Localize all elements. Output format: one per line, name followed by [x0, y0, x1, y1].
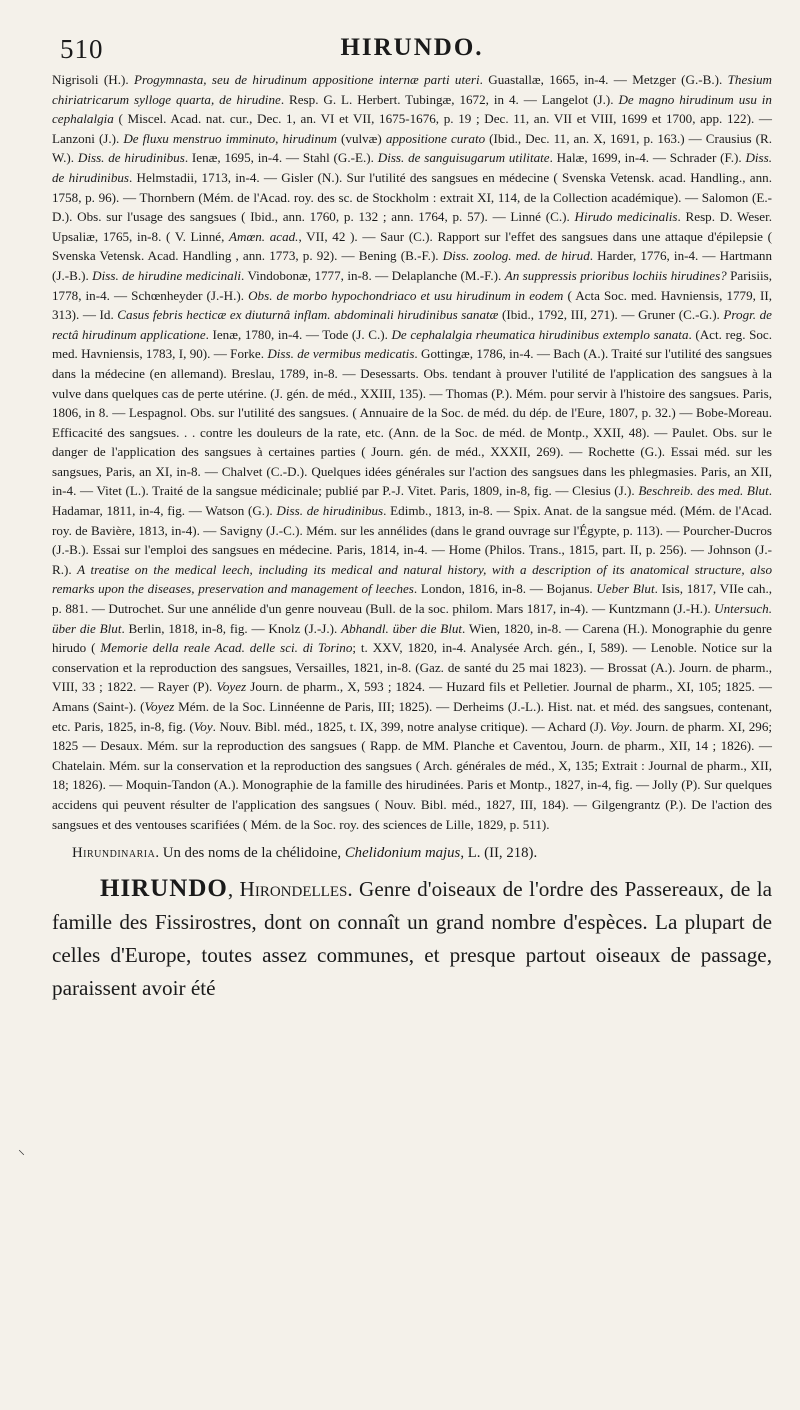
- citation-title: Amœn. acad.: [229, 228, 299, 244]
- citation-text: . Halæ, 1699, in-4. — Schrader (F.).: [549, 150, 746, 166]
- citation-text: . Isis, 1817, VIIe cah., p. 881. — Dutrochet. Sur une annélide d'un genre nouveau (Bull. de la soc. philom. Mars 1817, in-4). — Kuntzmann (J.-H.).: [52, 581, 773, 617]
- citation-text: ,: [275, 130, 283, 146]
- citation-text: . Hadamar, 1811, in-4, fig. — Watson (G.).: [52, 483, 773, 519]
- citation-title: Progymnasta, seu de hirudinum appositione internæ parti uteri: [133, 72, 480, 87]
- citation-text: , VII, 42 ). — Saur (C.). Rapport sur l'effet des sangsues dans une attaque d'épilepsie ( Svenska Vetensk. Acad. Handling , ann. 1773, p. 92). — Bening (B.-F.).: [52, 228, 773, 264]
- citation-text: . Journ. de pharm. XI, 296; 1825 — Desaux. Mém. sur la reproduction des sangsues ( Rapp. de MM. Planche et Caventou, Journ. de pharm., XII, 14 ; 1826). — Chatelain. Mém. sur la conservation et la reproduction des sangsues ( Arch. générales de méd., X, 135; Extrait : Journal de pharm., XII, 18; 1826). — Moquin-Tandon (A.). Monographie de la famille des hirudinées. Paris et Montp., 1827, in-4, fig. — Jolly (P). Sur quelques accidens qui peuvent résulter de l'application des sangsues ( Nouv. Bibl. méd., 1827, III, 184). — Gilgengrantz (P.). De l'action des sangsues et des ventouses scarifiées ( Mém. de la Soc. roy. des sciences de Lille, 1829, p. 511).: [52, 718, 773, 832]
- article-body-text: . Genre d'oiseaux de l'ordre des Passereaux, de la famille des Fissirostres, dont on connaît un grand nombre d'espèces. La plupart de celles d'Europe, toutes assez communes, et presque partout oiseaux de passage, paraissent avoir été: [52, 877, 772, 1001]
- entry-headword: Hirundinaria: [72, 845, 156, 862]
- citation-title: Diss. de hirudinibus: [77, 150, 185, 166]
- citation-text: Parisiis, 1778, in-4. — Schœnheyder (J.-H.).: [52, 267, 772, 303]
- citation-title: Diss. de sanguisugarum utilitate: [377, 150, 550, 166]
- citation-title: Voyez: [216, 679, 247, 695]
- citation-text: . Harder, 1776, in-4. — Hartmann (J.-B.).: [52, 248, 772, 283]
- citation-text: Mém. de la Soc. Linnéenne de Paris, III; 1825). — Derheims (J.-L.). Hist. nat. et méd. des sangsues, contenant, etc. Paris, 1825, in-8, fig. (: [52, 699, 772, 734]
- citation-title: Voy: [610, 718, 630, 734]
- citation-title: Progr. de rectâ hirudinum applicatione: [52, 307, 772, 342]
- citation-text: . Gottingæ, 1786, in-4. — Bach (A.). Traité sur l'utilité des sangsues dans la médecine (en allemand). Breslau, 1789, in-8. — Desessarts. Obs. tendant à prouver l'utilité de l'application des sangsues à la vulve dans quelques cas de perte utérine. (J. gén. de méd., XXIII, 135). — Thomas (P.). Mém. pour servir à l'histoire des sangsues. Paris, 1806, in 8. — Lespagnol. Obs. sur l'utilité des sangsues. ( Annuaire de la Soc. de méd. du dép. de l'Eure, 1807, p. 32.) — Bobe-Moreau. Efficacité des sangsues. . . contre les douleurs de la rate, etc. (Ann. de la Soc. de méd. de Montp., XXII, 48). — Paulet. Obs. sur le danger de l'application des sangsues à certaines parties ( Journ. gén. de méd., XXXII, 269). — Rochette (G.). Essai méd. sur les sangsues, Paris, an XI, in-8. — Chalvet (C.-D.). Quelques idées générales sur l'action des sangsues dans les phlegmasies. Paris, an XII, in-4. — Vitet (L.). Traité de la sangsue médicinale; publié par P.-J. Vitet. Paris, 1809, in-8, fig. — Clesius (J.).: [52, 346, 772, 499]
- main-article-hirundo: [52, 872, 772, 1005]
- margin-mark: ⸜: [18, 1143, 25, 1158]
- citation-text: . Edimb., 1813, in-8. — Spix. Anat. de la sangsue méd. (Mém. de l'Acad. roy. de Bavière, 1813, in-4). — Savigny (J.-C.). Mém. sur les annélides (dans le grand ouvrage sur l'Égypte, p. 113). — Pourcher-Ducros (J.-B.). Essai sur l'emploi des sangsues en médecine. Paris, 1814, in-4. — Home (Philos. Trans., 1815, part. II, p. 256). — Johnson (J.-R.).: [52, 503, 772, 577]
- running-title: HIRUNDO.: [340, 34, 484, 61]
- article-french-name: Hirondelles: [239, 877, 348, 902]
- entry-reference: , L. (II, 218).: [460, 845, 538, 862]
- citation-title: Voyez: [144, 699, 175, 714]
- citation-text: . Wien, 1820, in-8. — Carena (H.). Monographie du genre hirudo (: [52, 620, 772, 656]
- citation-text: ( Acta Soc. med. Havniensis, 1779, II, 313). — Id.: [52, 287, 772, 323]
- citation-text: . London, 1816, in-8. — Bojanus.: [413, 581, 597, 597]
- citation-text: . Helmstadii, 1713, in-4. — Gisler (N.). Sur l'utilité des sangsues en médecine ( Svenska Vetensk. acad. Handling., ann. 1758, p. 96). — Thornbern (Mém. de l'Acad. roy. des sc. de Stockholm : extrait XI, 114, de la Collection académique). — Salomon (E.-D.). Obs. sur l'usage des sangsues ( Ibid., ann. 1760, p. 132 ; ann. 1764, p. 57). — Linné (C.).: [52, 169, 772, 225]
- citation-text: (Ibid., 1792, III, 271). — Gruner (C.-G.).: [498, 307, 724, 323]
- citation-title: De magno hirudinum usu in cephalalgia: [52, 91, 772, 127]
- citation-title: Memorie della reale Acad. delle sci. di Torino: [100, 640, 353, 656]
- citation-text: ( Miscel. Acad. nat. cur., Dec. 1, an. VI et VII, 1675-1676, p. 19 ; Dec. 11, an. VII et VIII, 1699 et 1700, app. 122). — Lanzoni (J.).: [52, 111, 772, 146]
- citation-text: ; t. XXV, 1820, in-4. Analysée Arch. gén., I, 589). — Lenoble. Notice sur la conservation et la reproduction des sangsues, Versailles, 1821, in-8. (Gaz. de santé du 25 mai 1823). — Brossat (A.). Journ. de pharm., VIII, 33 ; 1822. — Rayer (P).: [52, 640, 773, 695]
- citation-title: Obs. de morbo hypochondriaco et usu hirudinum in eodem: [248, 287, 564, 303]
- citation-title: Diss. zoolog. med. de hirud: [442, 248, 590, 264]
- book-page: [52, 30, 772, 1390]
- citation-title: Thesium chiriatricarum sylloge quarta, de hirudine: [52, 72, 773, 107]
- citation-text: . Nouv. Bibl. méd., 1825, t. IX, 399, notre analyse critique). — Achard (J).: [212, 718, 611, 734]
- entry-species-name: Chelidonium majus: [344, 845, 461, 862]
- citation-title: Casus febris hecticæ ex diuturnâ inflam. abdominali hirudinibus sanatæ: [117, 307, 499, 323]
- citation-title: Diss. de hirudinibus: [276, 503, 384, 519]
- citation-title: Untersuch. über die Blut: [52, 601, 772, 636]
- citation-text: . (Act. reg. Soc. med. Havniensis, 1783, I, 90). — Forke.: [52, 326, 773, 362]
- citation-title: Hirudo medicinalis: [574, 209, 678, 225]
- citation-text: Journ. de pharm., X, 593 ; 1824. — Huzard fils et Pelletier. Journal de pharm., XI, 105; 1825. — Amans (Saint-). (: [52, 679, 772, 714]
- citation-title: Diss. de hirudinibus: [52, 150, 772, 185]
- citation-text: . Guastallæ, 1665, in-4. — Metzger (G.-B.).: [479, 72, 728, 87]
- page-number: 510: [60, 34, 104, 64]
- dictionary-entry-hirundinaria: [72, 843, 772, 864]
- citation-text: . Ienæ, 1695, in-4. — Stahl (G.-E.).: [184, 150, 378, 166]
- citation-title: Diss. de vermibus medicatis: [267, 346, 415, 362]
- citation-text: Nigrisoli (H.).: [52, 72, 134, 87]
- citation-text: . Ienæ, 1780, in-4. — Tode (J. C.).: [205, 326, 392, 342]
- running-head: [52, 30, 772, 70]
- citation-title: appositione curato: [385, 130, 486, 146]
- citation-title: A treatise on the medical leech, including its medical and natural history, with a description of its anatomical structure, also remarks upon the diseases, preservation and management of leeches: [52, 561, 772, 597]
- citation-text: . Berlin, 1818, in-8, fig. — Knolz (J.-J.).: [121, 620, 342, 636]
- entry-text: . Un des noms de la chélidoine,: [155, 845, 345, 862]
- citation-text: (Ibid., Dec. 11, an. X, 1691, p. 163.) — Crausius (R. W.).: [52, 130, 773, 166]
- citation-text: . Resp. G. L. Herbert. Tubingæ, 1672, in 4. — Langelot (J.).: [280, 91, 619, 107]
- citation-title: Voy: [193, 718, 213, 734]
- citation-title: An suppressis prioribus lochiis hirudines?: [504, 267, 727, 283]
- citation-title: De cephalalgia rheumatica hirudinibus extemplo sanata: [391, 326, 689, 342]
- article-headword: HIRUNDO: [100, 875, 228, 903]
- citation-text: (vulvæ): [337, 130, 386, 146]
- citation-title: De fluxu menstruo imminuto: [123, 130, 276, 146]
- citation-title: Abhandl. über die Blut: [341, 620, 463, 636]
- citation-text: . Vindobonæ, 1777, in-8. — Delaplanche (M.-F.).: [240, 267, 505, 283]
- citation-title: Diss. de hirudine medicinali: [92, 267, 241, 283]
- citation-text: . Resp. D. Weser. Upsaliæ, 1765, in-8. ( V. Linné,: [52, 209, 772, 244]
- citation-title: Ueber Blut: [596, 581, 655, 597]
- citation-title: hirudinum: [282, 130, 337, 146]
- article-separator: ,: [227, 877, 240, 902]
- bibliography-paragraph: [52, 70, 772, 834]
- citation-title: Beschreib. des med. Blut: [638, 483, 769, 499]
